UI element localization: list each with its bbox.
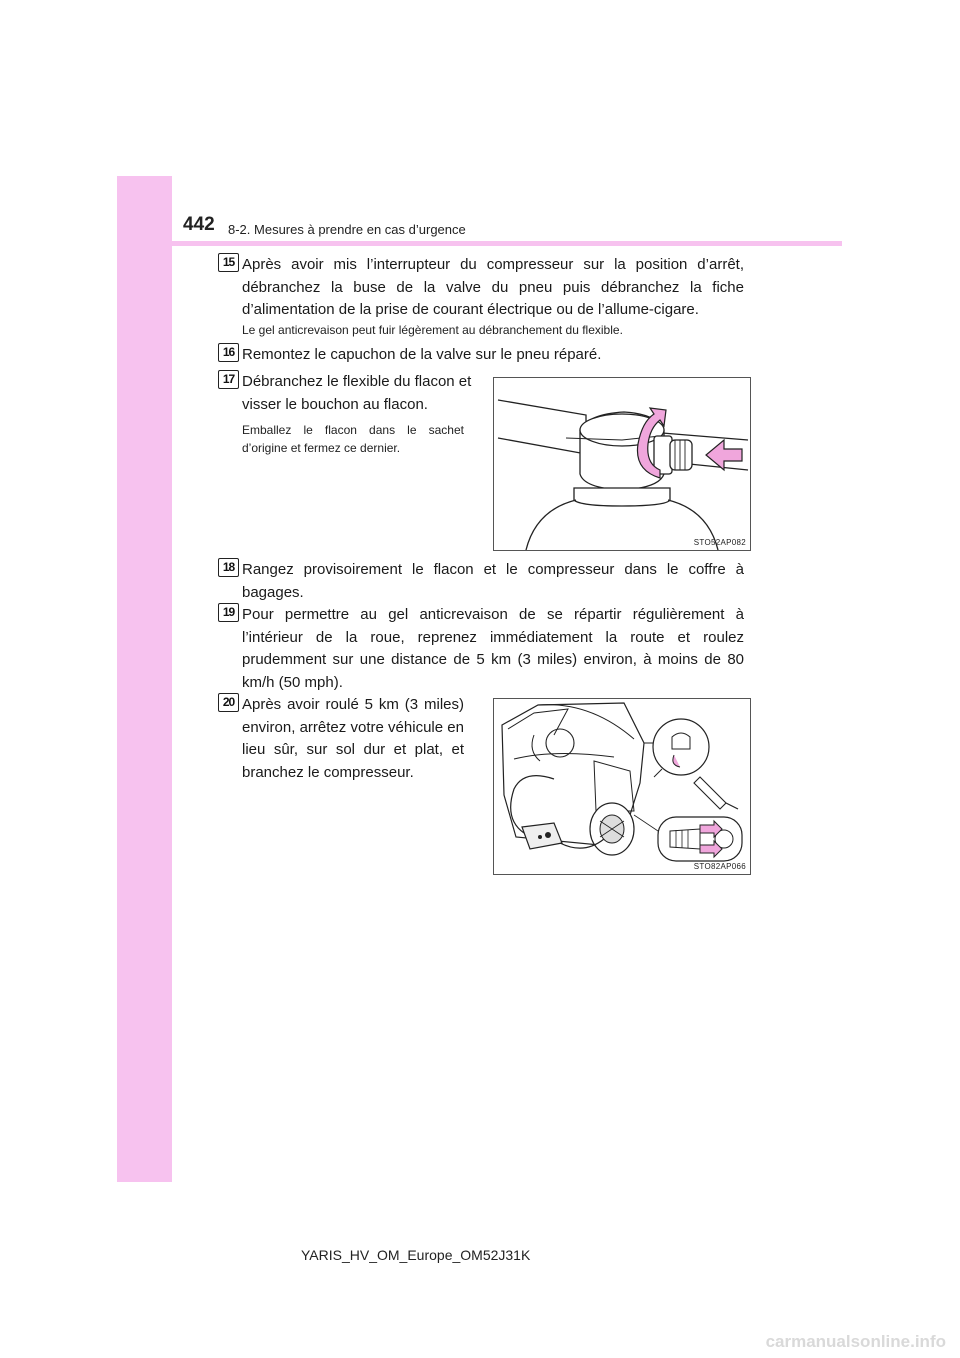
side-color-band <box>117 176 172 1182</box>
page-number: 442 <box>183 214 215 235</box>
valve-cap-figure <box>493 377 751 551</box>
figure-code: STO82AP066 <box>693 862 746 871</box>
push-arrow-icon <box>706 440 742 470</box>
step-number-badge: 16 <box>218 343 239 362</box>
step-text: Pour permettre au gel anticrevaison de se répartir régulièrement à l’intérieur de la roue, reprenez immédiatement la route et roulez prudemment sur une distance de 5 km (3 miles) environ, à moins de 80 km/h (50 mph). <box>242 606 744 691</box>
watermark: carmanualsonline.info <box>765 1332 946 1351</box>
step-text: Après avoir mis l’interrupteur du compresseur sur la position d’arrêt, débranchez la buse de la valve du pneu puis débranchez la fiche d’alimentation de la prise de courant électrique ou de l’allume-cigare. <box>242 256 744 318</box>
step-note: Emballez le flacon dans le sachet d’origine et fermez ce dernier. <box>242 423 464 455</box>
footer-manual-code: YARIS_HV_OM_Europe_OM52J31K <box>301 1247 531 1263</box>
step-number-badge: 18 <box>218 558 239 577</box>
valve-cap-illustration <box>494 378 750 550</box>
step-number-badge: 15 <box>218 253 239 272</box>
step-text: Après avoir roulé 5 km (3 miles) environ, arrêtez votre véhicule en lieu sûr, sur sol dur et plat, et branchez le compresseur. <box>242 696 464 781</box>
section-title: 8-2. Mesures à prendre en cas d’urgence <box>228 222 466 237</box>
step-number-badge: 17 <box>218 370 239 389</box>
figure-code: STO52AP082 <box>693 538 746 547</box>
step-text: Rangez provisoirement le flacon et le compresseur dans le coffre à bagages. <box>242 561 744 601</box>
header-rule <box>117 241 842 246</box>
step-text: Débranchez le flexible du flacon et visser le bouchon au flacon. <box>242 373 472 413</box>
car-compressor-figure <box>493 698 751 875</box>
step-number-badge: 20 <box>218 693 239 712</box>
compressor-icon <box>522 823 562 849</box>
step-text: Remontez le capuchon de la valve sur le pneu réparé. <box>242 346 602 363</box>
step-note: Le gel anticrevaison peut fuir légèrement au débranchement du flexible. <box>242 323 623 337</box>
step-number-badge: 19 <box>218 603 239 622</box>
car-compressor-illustration <box>494 699 750 874</box>
